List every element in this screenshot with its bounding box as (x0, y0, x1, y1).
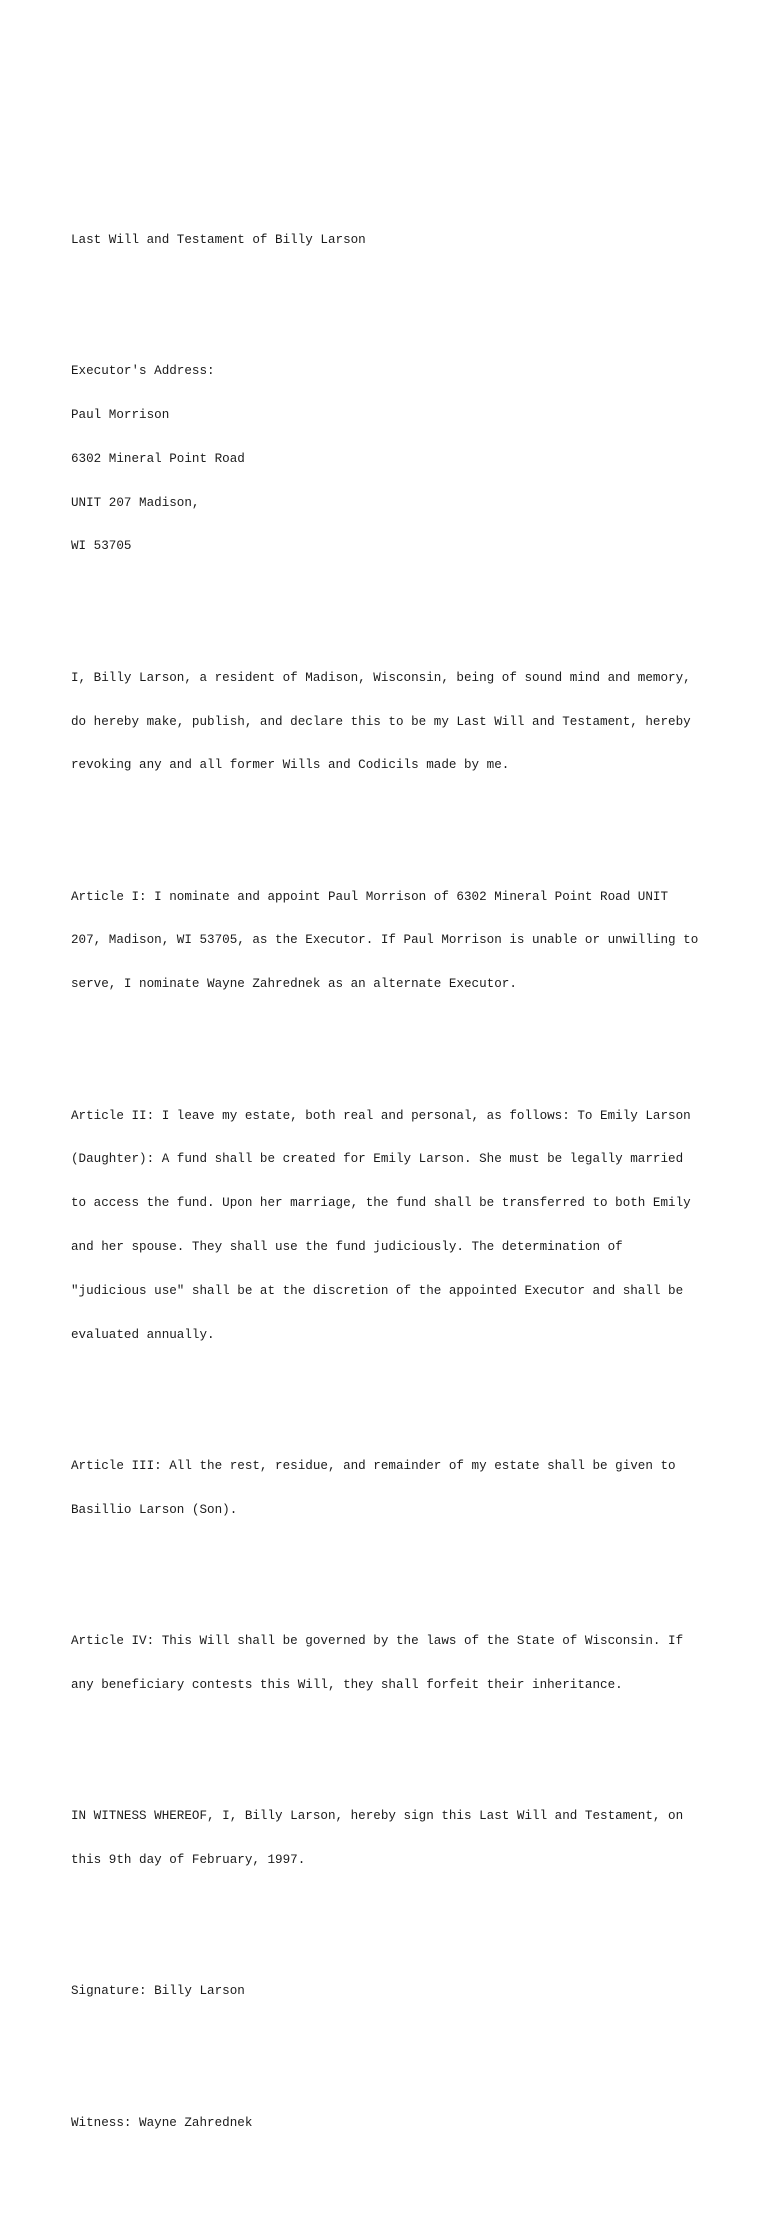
declaration-line: revoking any and all former Wills and Codicils made by me. (71, 758, 510, 773)
article-3-line: Basillio Larson (Son). (71, 1502, 238, 1517)
document-title: Last Will and Testament of Billy Larson (71, 232, 366, 247)
executor-state-zip: WI 53705 (71, 539, 132, 554)
article-3-paragraph (71, 1430, 731, 1547)
article-2-line: to access the fund. Upon her marriage, the fund shall be transferred to both Emily (71, 1196, 691, 1211)
signature-block (71, 1955, 731, 2028)
witness-clause-line: IN WITNESS WHEREOF, I, Billy Larson, hereby sign this Last Will and Testament, on (71, 1809, 684, 1824)
article-4-line: any beneficiary contests this Will, they shall forfeit their inheritance. (71, 1677, 623, 1692)
declaration-paragraph (71, 642, 731, 803)
article-2-line: Article II: I leave my estate, both real and personal, as follows: To Emily Larson (71, 1108, 691, 1123)
article-4-line: Article IV: This Will shall be governed by the laws of the State of Wisconsin. If (71, 1633, 684, 1648)
witness-clause-paragraph (71, 1780, 731, 1897)
article-2-line: "judicious use" shall be at the discretion of the appointed Executor and shall be (71, 1283, 684, 1298)
article-1-line: serve, I nominate Wayne Zahrednek as an alternate Executor. (71, 977, 517, 992)
witness-block (71, 2086, 731, 2159)
executor-unit-city: UNIT 207 Madison, (71, 495, 200, 510)
signature-line: Signature: Billy Larson (71, 1984, 245, 1999)
article-1-line: 207, Madison, WI 53705, as the Executor. If Paul Morrison is unable or unwilling to (71, 933, 699, 948)
executor-name: Paul Morrison (71, 408, 170, 423)
article-3-line: Article III: All the rest, residue, and remainder of my estate shall be given to (71, 1458, 676, 1473)
executor-address-heading: Executor's Address: (71, 364, 215, 379)
article-1-paragraph (71, 861, 731, 1022)
document-title-block (71, 204, 731, 277)
article-1-line: Article I: I nominate and appoint Paul Morrison of 6302 Mineral Point Road UNIT (71, 889, 669, 904)
article-2-line: and her spouse. They shall use the fund judiciously. The determination of (71, 1239, 623, 1254)
executor-street: 6302 Mineral Point Road (71, 451, 245, 466)
article-2-line: (Daughter): A fund shall be created for Emily Larson. She must be legally married (71, 1152, 684, 1167)
article-2-paragraph (71, 1079, 731, 1371)
will-document (71, 160, 731, 2218)
witness-line: Witness: Wayne Zahrednek (71, 2115, 253, 2130)
witness-clause-line: this 9th day of February, 1997. (71, 1852, 306, 1867)
declaration-line: I, Billy Larson, a resident of Madison, Wisconsin, being of sound mind and memory, (71, 670, 691, 685)
article-2-line: evaluated annually. (71, 1327, 215, 1342)
executor-address-block (71, 335, 731, 583)
declaration-line: do hereby make, publish, and declare this to be my Last Will and Testament, hereby (71, 714, 691, 729)
article-4-paragraph (71, 1605, 731, 1722)
